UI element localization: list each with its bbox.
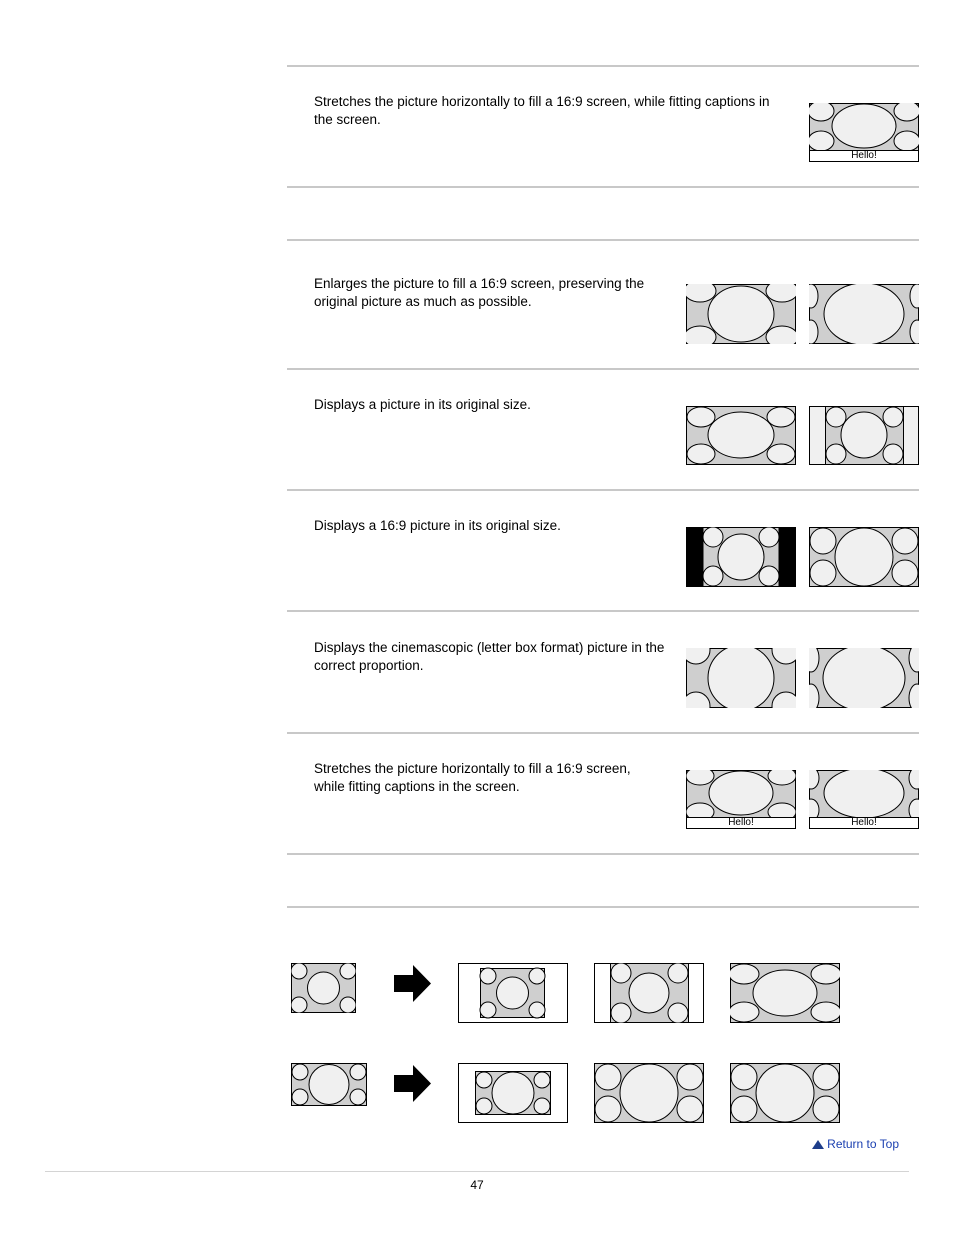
zoom-illustration-b — [809, 648, 919, 708]
normal-illustration-b — [809, 406, 919, 465]
result-full-16x9 — [594, 1063, 704, 1123]
caption-illustration-b — [809, 770, 919, 829]
wide-zoom-caption-illustration — [809, 103, 919, 162]
full-illustration-a — [686, 527, 796, 587]
section-description: Displays a picture in its original size. — [314, 397, 531, 412]
up-triangle-icon — [812, 1140, 824, 1149]
source-4x3-illustration — [291, 963, 356, 1013]
section-description: Enlarges the picture to fill a 16:9 screen, preserving the original picture as much as possible. — [314, 276, 645, 309]
result-normal-16x9 — [458, 1063, 568, 1123]
zoom-illustration-a — [686, 648, 796, 708]
section-description: Stretches the picture horizontally to fill a 16:9 screen, while fitting captions in the screen. — [314, 761, 631, 794]
page-number: 47 — [470, 1178, 484, 1192]
section-divider — [287, 65, 919, 67]
caption-illustration-a — [686, 770, 796, 829]
source-16x9-illustration — [291, 1063, 367, 1106]
wide-zoom-illustration-a — [686, 284, 796, 344]
section-divider — [287, 610, 919, 612]
full-illustration-b — [809, 527, 919, 587]
return-to-top-link[interactable] — [812, 1137, 899, 1151]
footer-divider — [45, 1171, 909, 1172]
section-divider — [287, 239, 919, 241]
right-arrow-icon — [394, 1065, 431, 1102]
normal-illustration-a — [686, 406, 796, 465]
section-divider — [287, 186, 919, 188]
result-wide-16x9 — [730, 1063, 840, 1123]
section-description: Displays the cinemascopic (letter box format) picture in the correct proportion. — [314, 640, 665, 673]
section-divider — [287, 732, 919, 734]
return-to-top-label: Return to Top — [827, 1137, 899, 1151]
result-normal-4x3 — [458, 963, 568, 1023]
section-divider — [287, 853, 919, 855]
caption-text: Hello! — [728, 817, 754, 828]
section-divider — [287, 368, 919, 370]
right-arrow-icon — [394, 965, 431, 1002]
result-full-4x3 — [594, 963, 704, 1023]
section-divider — [287, 489, 919, 491]
caption-text: Hello! — [851, 150, 877, 161]
section-description: Displays a 16:9 picture in its original size. — [314, 518, 561, 533]
section-description: Stretches the picture horizontally to fill a 16:9 screen, while fitting captions in the screen. — [314, 94, 770, 127]
section-divider — [287, 906, 919, 908]
wide-zoom-illustration-b — [809, 284, 919, 344]
result-wide-4x3 — [730, 963, 840, 1023]
caption-text: Hello! — [851, 817, 877, 828]
